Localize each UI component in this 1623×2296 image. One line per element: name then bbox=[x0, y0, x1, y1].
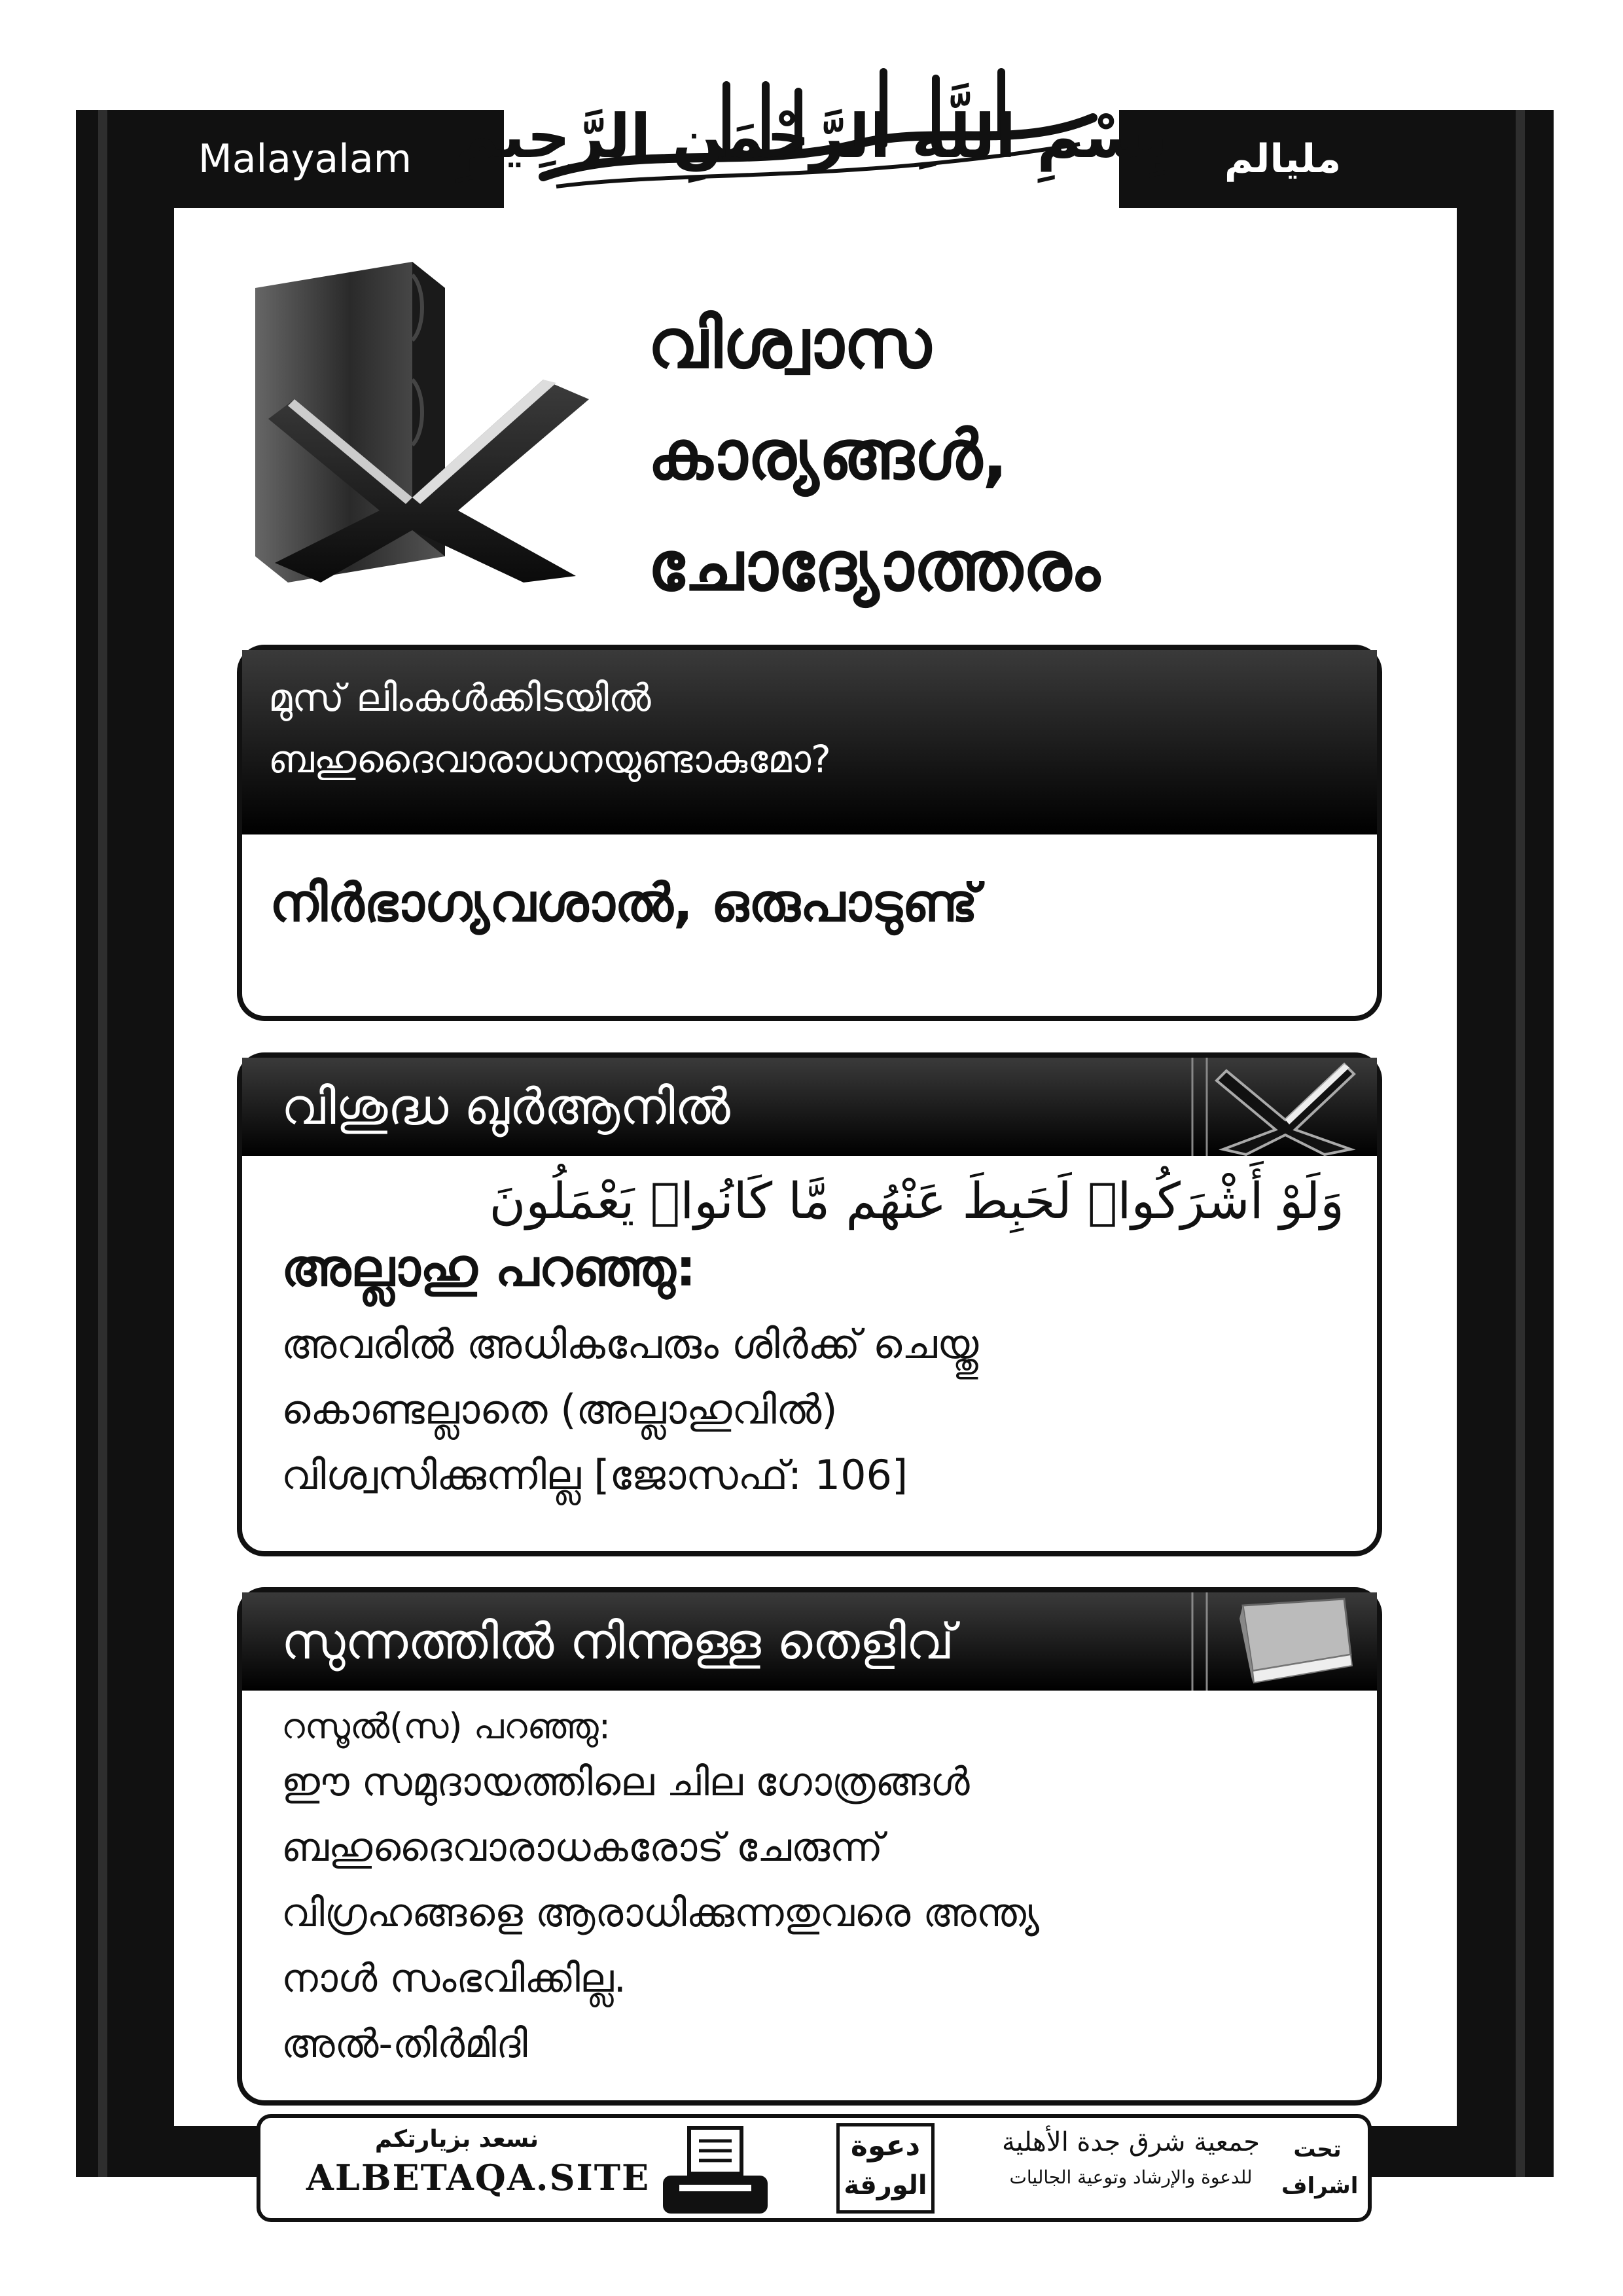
supervision-label bbox=[1281, 2131, 1359, 2204]
frame-stripe bbox=[1516, 110, 1525, 2177]
website-link[interactable]: ALBETAQA.SITE bbox=[306, 2157, 651, 2198]
quran-heading: വിശുദ്ധ ഖുർആനിൽ bbox=[281, 1077, 730, 1136]
svg-text:بِسْمِ اللَّهِ الرَّحْمَنِ الر: بِسْمِ اللَّهِ الرَّحْمَنِ الرَّحِيمِ bbox=[455, 101, 1168, 171]
translation-line: അവരിൽ അധികപേരും ശിർക്ക് ചെയ്തു bbox=[281, 1320, 979, 1368]
allah-said-label: അല്ലാഹു പറഞ്ഞു: bbox=[281, 1239, 696, 1298]
question-line: ബഹുദൈവാരാധനയുണ്ടാകുമോ? bbox=[268, 737, 831, 781]
language-label-english: Malayalam bbox=[198, 136, 412, 182]
translation-line: കൊണ്ടല്ലാതെ (അല്ലാഹുവിൽ) bbox=[281, 1386, 838, 1433]
hadith-text bbox=[242, 1691, 1377, 2077]
hadith-source: അൽ-തിർമിദി bbox=[281, 2021, 527, 2067]
prophet-said-label: റസൂൽ(സ) പറഞ്ഞു: bbox=[281, 1706, 611, 1747]
title-line: വിശ്വാസ bbox=[648, 304, 931, 384]
divider-lines bbox=[1187, 1058, 1213, 1156]
under-text: تحت bbox=[1293, 2136, 1342, 2162]
quran-arabic-verse: وَلَوْ أَشْرَكُوا۟ لَحَبِطَ عَنْهُم مَّا كَانُوا۟ يَعْمَلُونَ bbox=[489, 1172, 1344, 1230]
quran-book-icon bbox=[249, 249, 602, 589]
printer-icon bbox=[660, 2125, 771, 2216]
page-title bbox=[648, 288, 1100, 622]
divider-lines bbox=[1187, 1592, 1213, 1691]
dawa-logo bbox=[836, 2123, 935, 2214]
closed-book-icon bbox=[1213, 1592, 1364, 1691]
society-subtitle: للدعوة والإرشاد وتوعية الجاليات bbox=[1009, 2166, 1253, 2188]
hadith-line: വിഗ്രഹങ്ങളെ ആരാധിക്കുന്നതുവരെ അന്ത്യ bbox=[281, 1890, 1040, 1936]
language-label-arabic: مليالم bbox=[1224, 136, 1342, 182]
sunnah-card bbox=[237, 1587, 1382, 2106]
basmala-calligraphy bbox=[455, 46, 1168, 203]
website-block[interactable] bbox=[306, 2126, 651, 2198]
hadith-line: ഈ സമുദായത്തിലെ ചില ഗോത്രങ്ങൾ bbox=[281, 1759, 970, 1805]
visit-text: نسعد بزيارتكم bbox=[374, 2126, 539, 2153]
title-line: കാര്യങ്ങൾ, bbox=[648, 415, 1008, 495]
quran-card bbox=[237, 1052, 1382, 1556]
supervision-text: اشراف bbox=[1281, 2173, 1359, 2199]
verse-translation bbox=[242, 1299, 1377, 1508]
quran-header bbox=[242, 1058, 1377, 1156]
title-line: ചോദ്യോത്തരം bbox=[648, 526, 1100, 606]
hadith-line: നാൾ സംഭവിക്കില്ല. bbox=[281, 1956, 626, 2001]
logo-word: الورقة bbox=[844, 2170, 927, 2200]
frame-stripe bbox=[98, 110, 107, 2177]
question-header bbox=[242, 650, 1377, 834]
translation-line: വിശ്വസിക്കുന്നില്ല [ജോസഫ്: 106] bbox=[281, 1451, 908, 1499]
question-card bbox=[237, 645, 1382, 1021]
answer-text: നിർഭാഗ്യവശാൽ, ഒരുപാടുണ്ട് bbox=[270, 872, 978, 933]
logo-word: دعوة bbox=[850, 2129, 921, 2162]
society-name: جمعية شرق جدة الأهلية bbox=[1002, 2127, 1260, 2157]
sunnah-heading: സുന്നത്തിൽ നിന്നുള്ള തെളിവ് bbox=[281, 1612, 955, 1670]
question-text bbox=[242, 650, 1377, 790]
hadith-line: ബഹുദൈവാരാധകരോട് ചേരുന്ന് bbox=[281, 1825, 883, 1871]
society-logo bbox=[993, 2127, 1268, 2188]
book-stand-icon bbox=[1213, 1058, 1364, 1156]
footer-bar bbox=[257, 2114, 1372, 2222]
question-line: മുസ് ലിംകൾക്കിടയിൽ bbox=[268, 675, 651, 720]
sunnah-header bbox=[242, 1592, 1377, 1691]
